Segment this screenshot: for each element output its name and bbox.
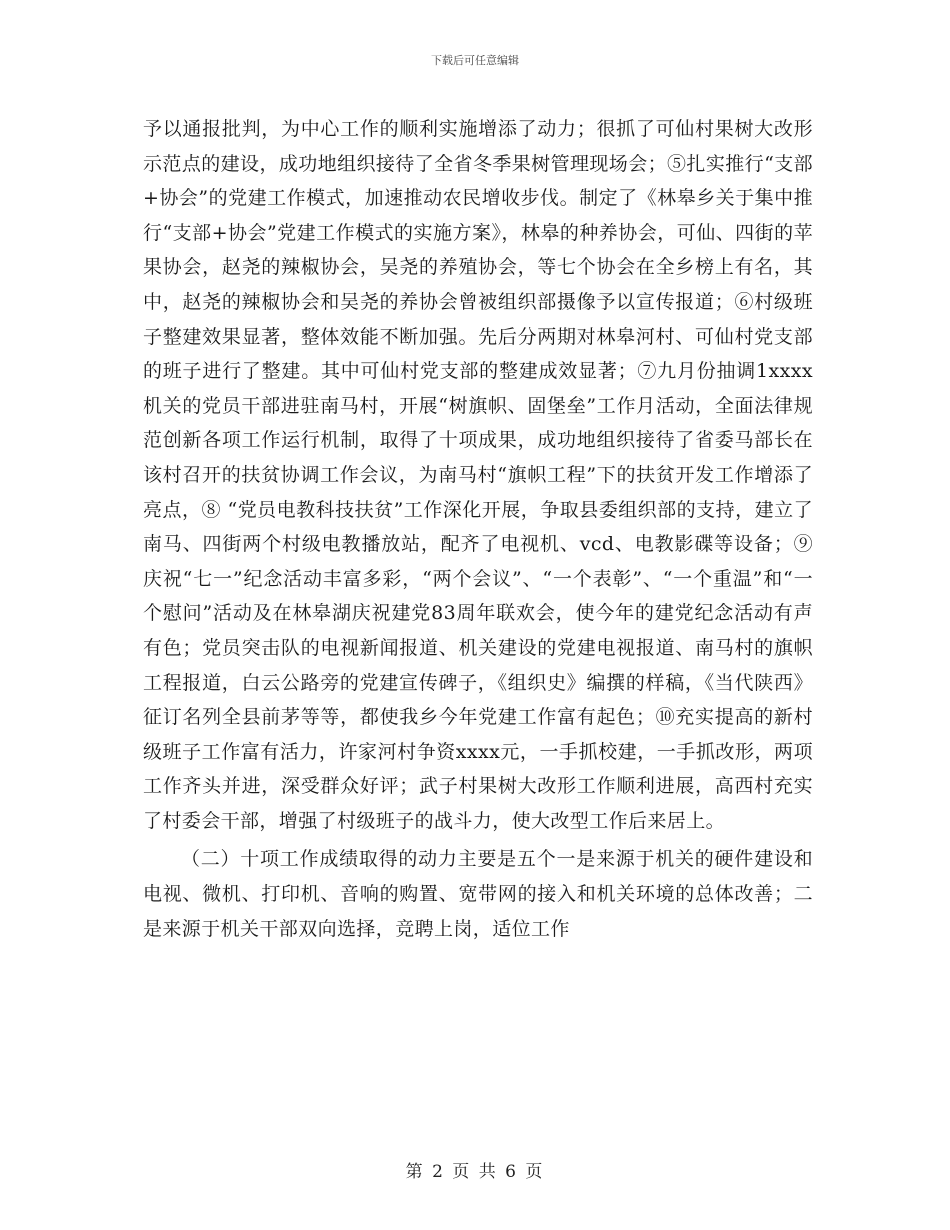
paragraph: （二）十项工作成绩取得的动力主要是五个一是来源于机关的硬件建设和电视、微机、打印机、音响的购置、宽带网的接入和机关环境的总体改善；二是来源于机关干部双向选择，竞聘上岗，适位工作 [143, 848, 813, 940]
page-header-note: 下载后可任意编辑 [431, 54, 519, 67]
page-number: 第 2 页 共 6 页 [405, 1162, 545, 1182]
document-body [143, 112, 813, 946]
paragraph: 予以通报批判，为中心工作的顺利实施增添了动力；很抓了可仙村果树大改形示范点的建设，成功地组织接待了全省冬季果树管理现场会；⑤扎实推行“支部+协会”的党建工作模式，加速推动农民增收步伐。制定了《林皋乡关于集中推行“支部+协会”党建工作模式的实施方案》，林皋的种养协会，可仙、四街的苹果协会，赵尧的辣椒协会，吴尧的养殖协会，等七个协会在全乡榜上有名，其中，赵尧的辣椒协会和吴尧的养协会曾被组织部摄像予以宣传报道；⑥村级班子整建效果显著，整体效能不断加强。先后分两期对林皋河村、可仙村党支部的班子进行了整建。其中可仙村党支部的整建成效显著；⑦九月份抽调1xxxx机关的党员干部进驻南马村，开展“树旗帜、固堡垒”工作月活动，全面法律规范创新各项工作运行机制，取得了十项成果，成功地组织接待了省委马部长在该村召开的扶贫协调工作会议，为南马村“旗帜工程”下的扶贫开发工作增添了亮点，⑧ “党员电教科技扶贫”工作深化开展，争取县委组织部的支持，建立了南马、四街两个村级电教播放站，配齐了电视机、vcd、电教影碟等设备；⑨庆祝“七一”纪念活动丰富多彩，“两个会议”、“一个表彰”、“一个重温”和“一个慰问”活动及在林皋湖庆祝建党83周年联欢会，使今年的建党纪念活动有声有色；党员突击队的电视新闻报道、机关建设的党建电视报道、南马村的旗帜工程报道，白云公路旁的党建宣传碑子，《组织史》编撰的样稿，《当代陕西》征订名列全县前茅等等，都使我乡今年党建工作富有起色；⑩充实提高的新村级班子工作富有活力，许家河村争资xxxx元，一手抓校建，一手抓改形，两项工作齐头并进，深受群众好评；武子村果树大改形工作顺利进展，高西村充实了村委会干部，增强了村级班子的战斗力，使大改型工作后来居上。 [143, 118, 813, 832]
